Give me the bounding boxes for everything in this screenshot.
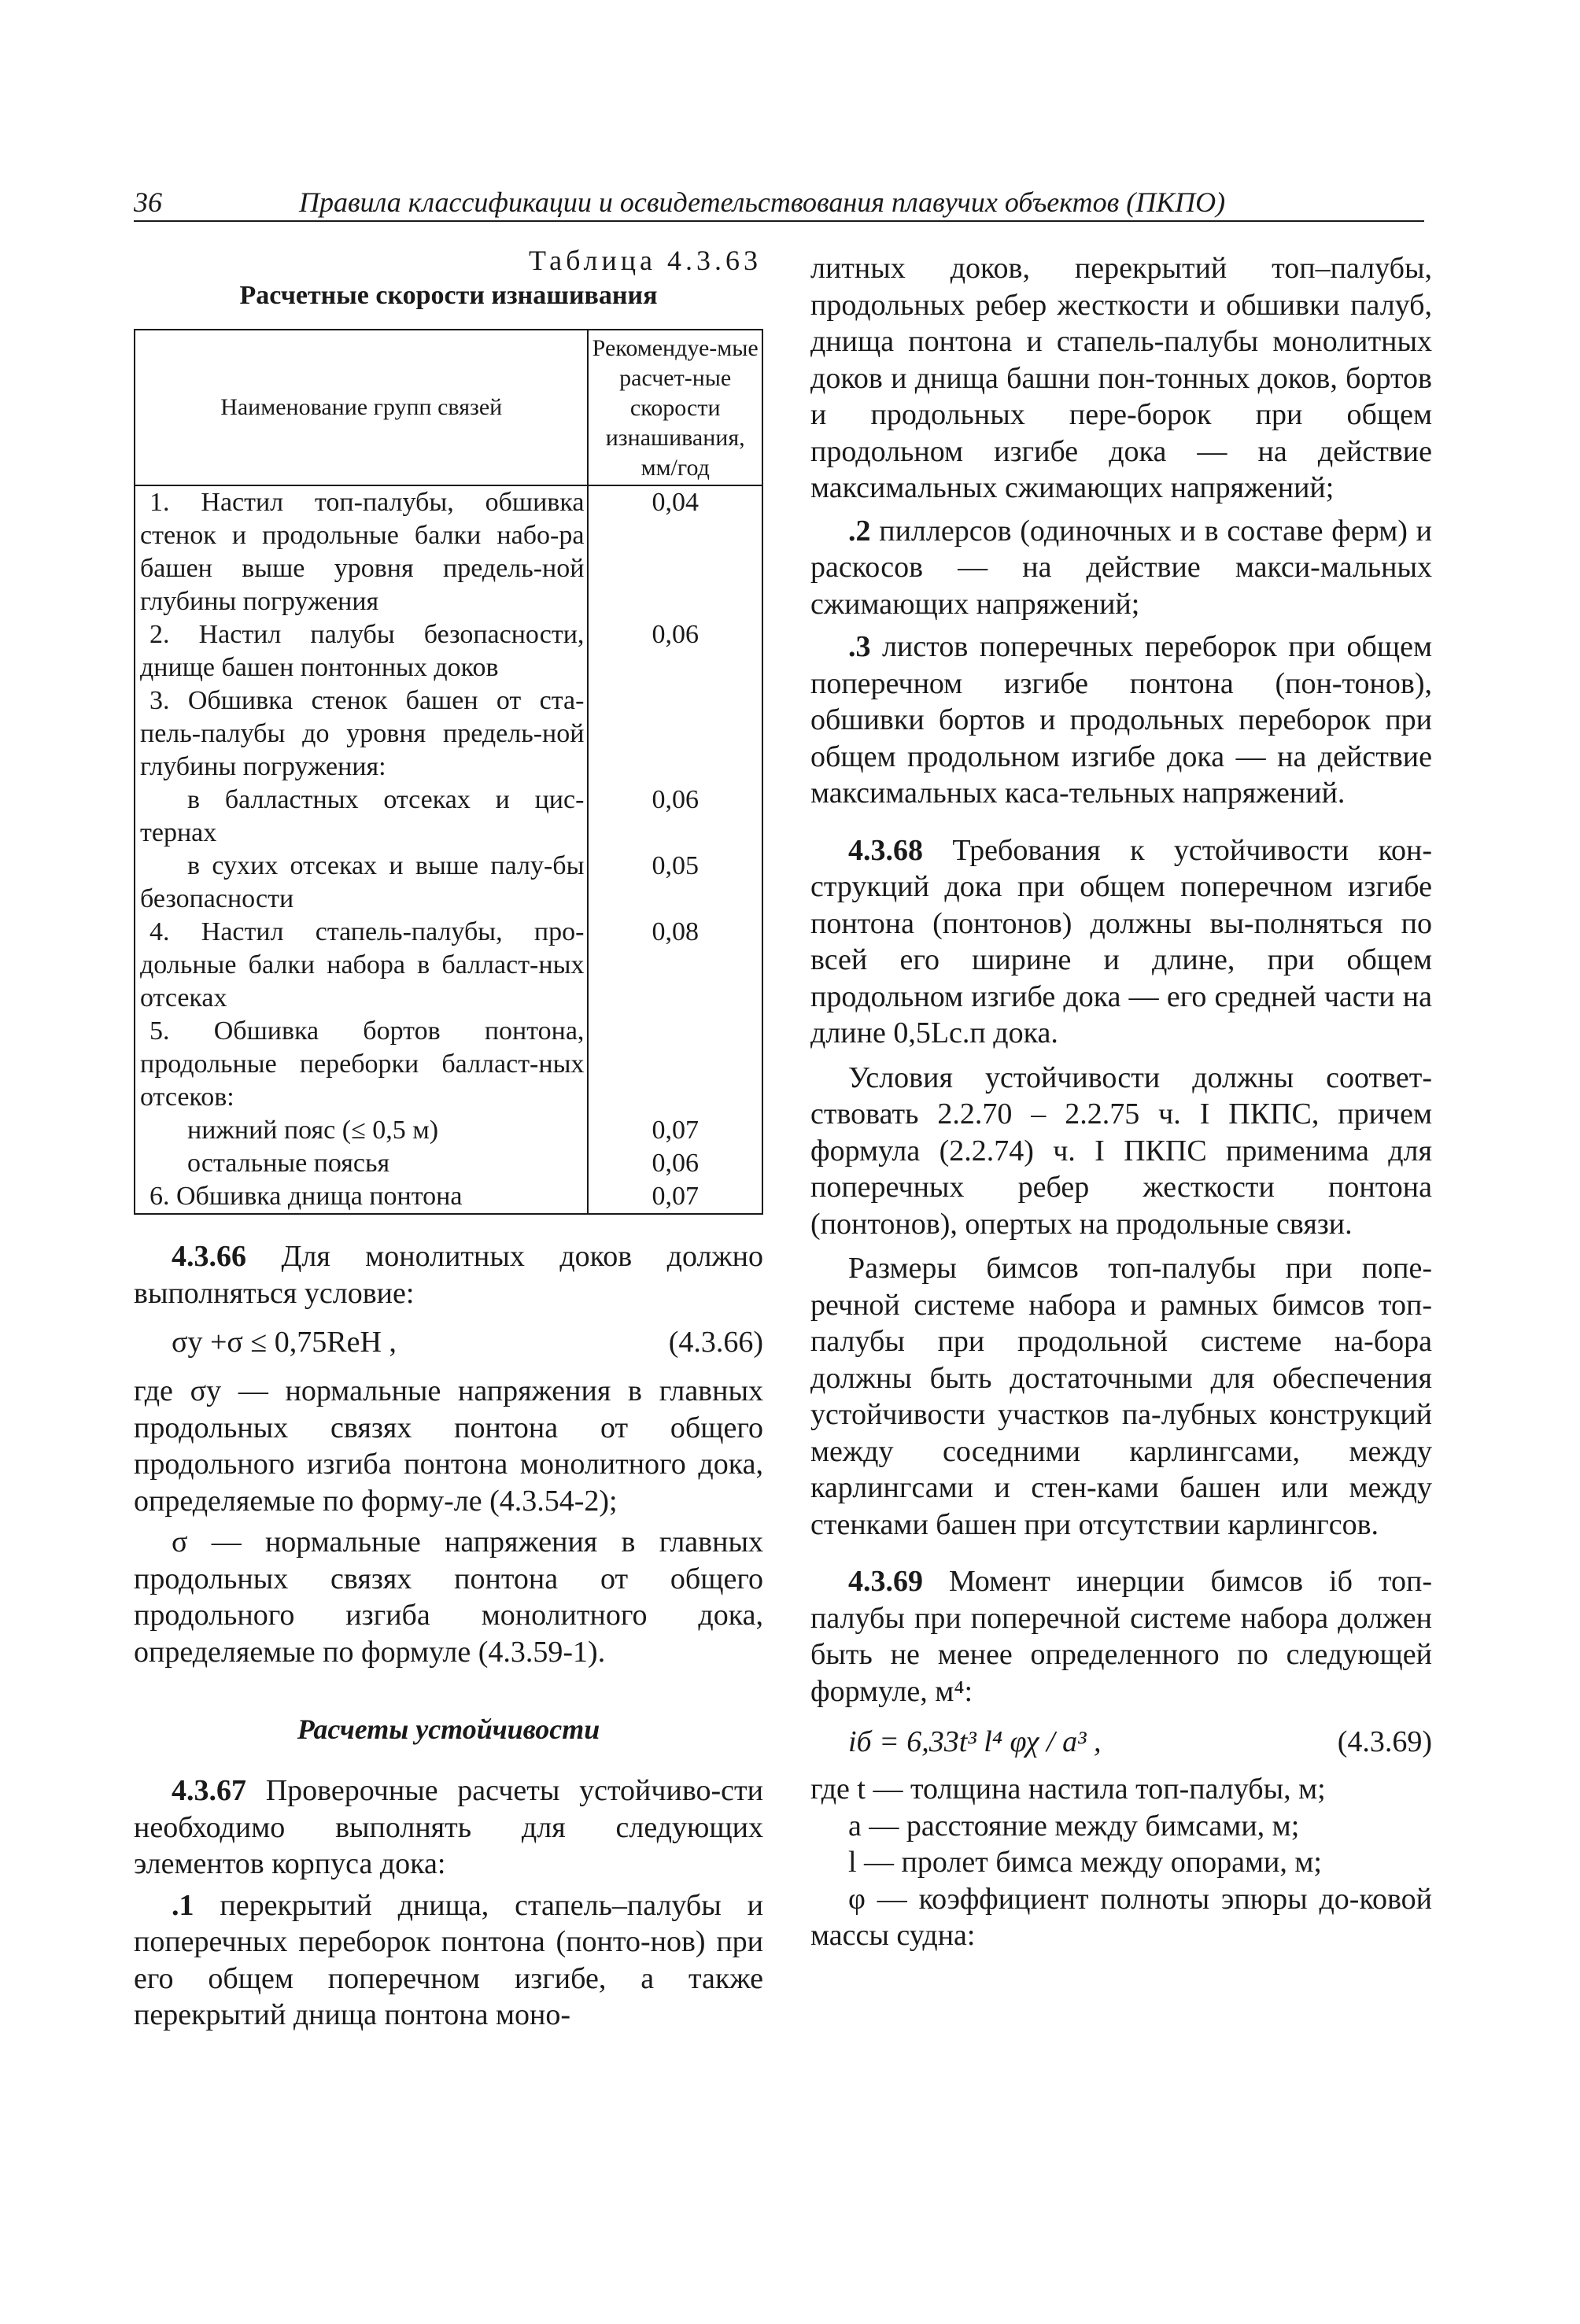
table-row <box>135 618 762 684</box>
wear-rate-table <box>134 329 763 1215</box>
row-name: 4. Настил стапель-палубы, про-дольные балки набора в балласт-ных отсеках <box>135 916 588 1015</box>
paragraph-text: Требования к устойчивости кон-струкций дока при общем поперечном изгибе понтона (понтонов) должны вы-полняться по всей его ширине и длине, при общем продольном изгибе дока — его средней части на длине 0,5Lс.п дока. <box>810 833 1432 1049</box>
table-caption: Таблица 4.3.63 <box>529 245 762 276</box>
paragraph-text: Для монолитных доков должно выполняться условие: <box>134 1240 763 1310</box>
formula-number: (4.3.66) <box>668 1326 763 1359</box>
table-row <box>135 485 762 618</box>
item-text: перекрытий днища, стапель–палубы и поперечных переборок понтона (понто-нов) при его общем поперечном изгибе, а также перекрытий днища понтона моно- <box>134 1888 763 2031</box>
row-name: 1. Настил топ-палубы, обшивка стенок и продольные балки набо-ра башен выше уровня предель-ной глубины погружения <box>135 485 588 618</box>
table-row <box>135 1147 762 1180</box>
table-row <box>135 1114 762 1147</box>
where-a: a — расстояние между бимсами, м; <box>848 1809 1300 1843</box>
row-value <box>588 1015 762 1114</box>
page-number: 36 <box>134 186 162 218</box>
formula-expression: iб = 6,33t³ l⁴ φχ / a³ , <box>848 1725 1102 1758</box>
paragraph-4-3-67 <box>134 1773 763 1883</box>
item-text: листов поперечных переборок при общем поперечном изгибе понтона (пон-тонов), обшивки бортов и продольных переборок при общем продольном изгибе дока — на действие максимальных каса-тельных напряжений. <box>810 630 1432 810</box>
row-value: 0,06 <box>588 1147 762 1180</box>
formula-expression: σу +σ ≤ 0,75RеН , <box>172 1326 397 1359</box>
list-item-1 <box>134 1887 763 2034</box>
row-value: 0,06 <box>588 618 762 684</box>
where-t: где t — толщина настила топ-палубы, м; <box>810 1773 1326 1806</box>
table-title: Расчетные скорости изнашивания <box>239 281 658 310</box>
clause-number: 4.3.67 <box>172 1774 246 1807</box>
where-sigma-y: где σу — нормальные напряжения в главных продольных связях понтона от общего продольного изгиба понтона монолитного дока, определяемые по форму-ле (4.3.54-2); <box>134 1374 763 1518</box>
row-value: 0,08 <box>588 916 762 1015</box>
paragraph-beam-sizes: Размеры бимсов топ-палубы при попе-речной системе набора и рамных бимсов топ-палубы при продольной системе на-бора должны быть достаточными для обеспечения устойчивости участков па-лубных конструкций между соседними карлингсами, между карлингсами и стен-ками башен или между стенками башен при отсутствии карлингсов. <box>810 1252 1432 1541</box>
right-column <box>810 244 1432 1954</box>
row-value: 0,05 <box>588 850 762 916</box>
table-row <box>135 784 762 850</box>
paragraph-text: Момент инерции бимсов iб топ-палубы при поперечной системе набора должен быть не менее определенного по следующей формуле, м⁴: <box>810 1565 1432 1708</box>
row-value: 0,07 <box>588 1180 762 1214</box>
row-name: 5. Обшивка бортов понтона, продольные переборки балласт-ных отсеков: <box>135 1015 588 1114</box>
formula-4-3-66 <box>134 1319 763 1365</box>
item-number: .2 <box>848 514 871 548</box>
row-value <box>588 684 762 784</box>
row-name: 3. Обшивка стенок башен от ста-пель-палубы до уровня предель-ной глубины погружения: <box>135 684 588 784</box>
table-header-row <box>135 330 762 485</box>
row-name: нижний пояс (≤ 0,5 м) <box>135 1114 588 1147</box>
header-wear-rate: Рекомендуе-мые расчет-ные скорости изнашивания, мм/год <box>588 330 762 485</box>
row-name: в балластных отсеках и цис-тернах <box>135 784 588 850</box>
left-column <box>134 244 763 2034</box>
where-l: l — пролет бимса между опорами, м; <box>848 1846 1322 1879</box>
row-name: остальные поясья <box>135 1147 588 1180</box>
paragraph-stability-conditions: Условия устойчивости должны соответ-ствовать 2.2.70 – 2.2.75 ч. I ПКПС, причем формула (2.2.74) ч. I ПКПС применима для поперечных ребер жесткости понтона (понтонов), опертых на продольные связи. <box>810 1061 1432 1241</box>
where-phi: φ — коэффициент полноты эпюры до-ковой массы судна: <box>810 1882 1432 1952</box>
row-value: 0,07 <box>588 1114 762 1147</box>
table-row <box>135 916 762 1015</box>
section-heading: Расчеты устойчивости <box>297 1713 600 1745</box>
item-text: пиллерсов (одиночных и в составе ферм) и раскосов — на действие макси-мальных сжимающих напряжений; <box>810 514 1432 621</box>
row-value: 0,06 <box>588 784 762 850</box>
paragraph-4-3-69 <box>810 1563 1432 1710</box>
item-number: .3 <box>848 630 871 663</box>
clause-number: 4.3.66 <box>172 1240 246 1273</box>
list-item-3 <box>810 629 1432 812</box>
table-row <box>135 1015 762 1114</box>
table-row <box>135 684 762 784</box>
where-sigma: σ — нормальные напряжения в главных продольных связях понтона от общего продольного изгиба монолитного дока, определяемые по формуле (4.3.59-1). <box>134 1525 763 1669</box>
paragraph-4-3-66 <box>134 1238 763 1311</box>
paragraph-4-3-68 <box>810 832 1432 1052</box>
continued-paragraph: литных доков, перекрытий топ–палубы, продольных ребер жесткости и обшивки палуб, днища понтона и стапель-палубы монолитных доков и днища башни пон-тонных доков, бортов и продольных пере-борок при общем продольном изгибе дока — на действие максимальных сжимающих напряжений; <box>810 252 1432 504</box>
paragraph-text: Проверочные расчеты устойчиво-сти необходимо выполнять для следующих элементов корпуса дока: <box>134 1774 763 1880</box>
clause-number: 4.3.69 <box>848 1565 923 1598</box>
running-title: Правила классификации и освидетельствования плавучих объектов (ПКПО) <box>299 186 1226 218</box>
clause-number: 4.3.68 <box>848 833 923 867</box>
row-name: 6. Обшивка днища понтона <box>135 1180 588 1214</box>
table-row <box>135 850 762 916</box>
row-name: 2. Настил палубы безопасности, днище башен понтонных доков <box>135 618 588 684</box>
row-value: 0,04 <box>588 485 762 618</box>
formula-number: (4.3.69) <box>1337 1725 1432 1758</box>
header-group-name: Наименование групп связей <box>135 330 588 485</box>
running-header <box>134 183 1424 222</box>
row-name: в сухих отсеках и выше палу-бы безопасности <box>135 850 588 916</box>
item-number: .1 <box>172 1888 194 1922</box>
list-item-2 <box>810 513 1432 623</box>
formula-4-3-69 <box>810 1719 1432 1765</box>
table-row <box>135 1180 762 1214</box>
